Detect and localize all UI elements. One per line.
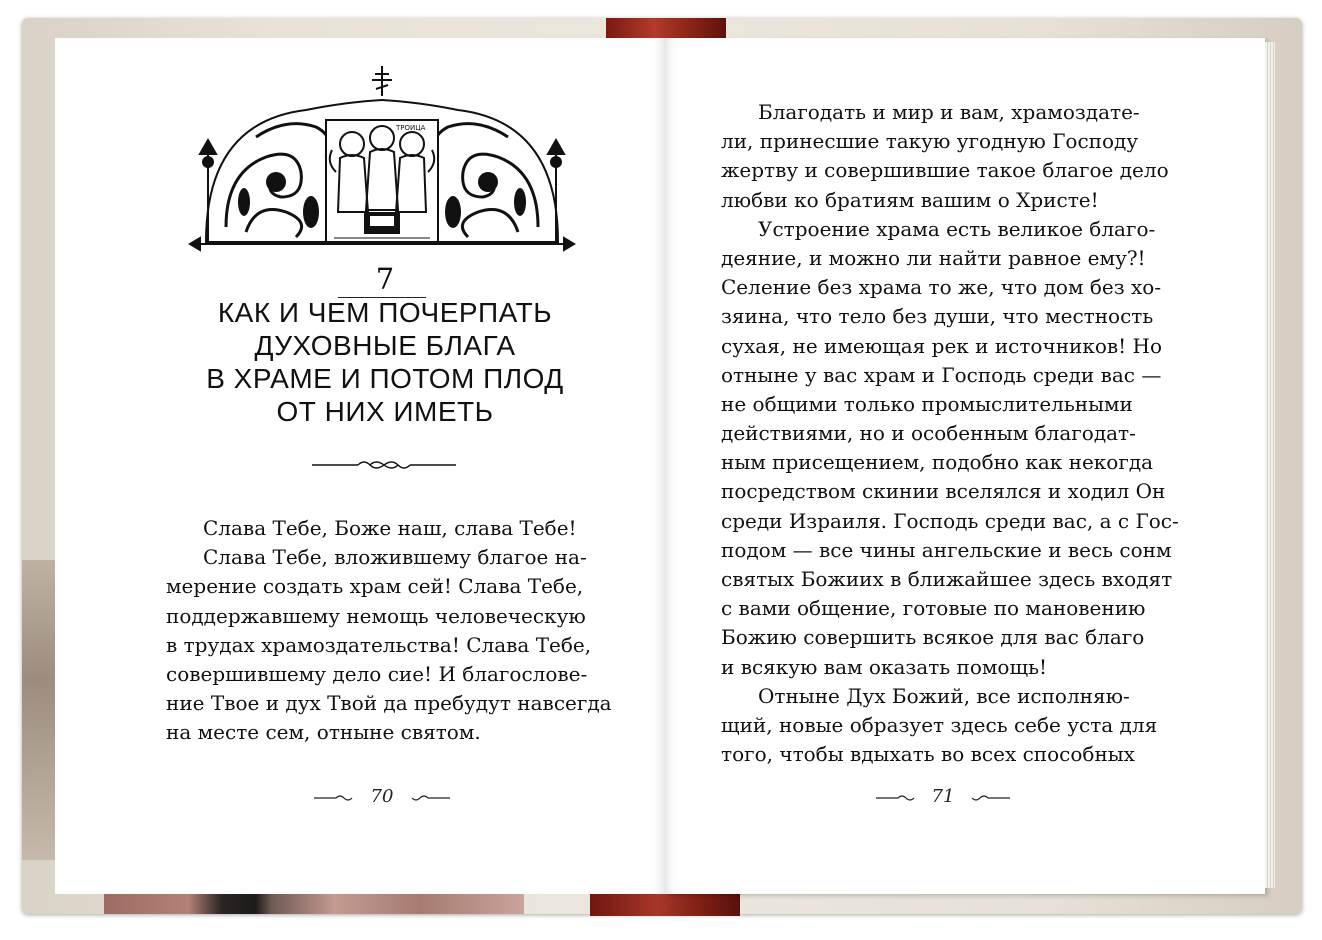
body-line: и всякую вам оказать помощь! bbox=[721, 654, 1047, 679]
chapter-number: 7 bbox=[375, 262, 395, 296]
spine-bottom bbox=[590, 892, 740, 916]
body-line: того, чтобы вдыхать во всех способных bbox=[721, 742, 1135, 767]
body-line: Селение без храма то же, что дом без хо- bbox=[721, 275, 1162, 300]
body-line: среди Израиля. Господь среди вас, а с Гос- bbox=[721, 508, 1179, 533]
body-line: Устроение храма есть великое благо- bbox=[758, 216, 1156, 241]
body-line: деяние, и можно ли найти равное ему?! bbox=[721, 245, 1146, 270]
page-stack bbox=[1265, 42, 1275, 888]
cover-edge-photo bbox=[22, 560, 58, 860]
folio-ornament-left bbox=[876, 794, 916, 802]
page-number: 71 bbox=[931, 786, 955, 807]
body-line: Слава Тебе, Боже наш, слава Тебе! bbox=[203, 516, 577, 540]
body-line: мерение создать храм сей! Слава Тебе, bbox=[166, 574, 584, 599]
body-line: Отныне Дух Божий, все исполняю- bbox=[758, 683, 1130, 708]
body-line: Слава Тебе, вложившему благое на- bbox=[203, 545, 587, 570]
page-number-right bbox=[876, 786, 1010, 807]
body-line: не общими только промыслительными bbox=[721, 391, 1133, 416]
body-line: ние Твое и дух Твой да пребудут навсегда bbox=[166, 691, 612, 716]
body-line: отныне у вас храм и Господь среди вас — bbox=[721, 362, 1162, 387]
folio-ornament-right bbox=[410, 794, 450, 802]
page-number: 70 bbox=[370, 786, 394, 807]
chapter-title-line: В ХРАМЕ И ПОТОМ ПЛОД bbox=[206, 363, 564, 394]
chapter-title-line: КАК И ЧЕМ ПОЧЕРПАТЬ bbox=[217, 297, 553, 328]
body-line: совершившему дело сие! И благослове- bbox=[166, 661, 588, 686]
chapter-title-line: ДУХОВНЫЕ БЛАГА bbox=[254, 330, 516, 361]
body-line: ли, принесшие такую угодную Господу bbox=[721, 129, 1139, 154]
body-line: действиями, но и особенным благодат- bbox=[721, 421, 1136, 446]
chapter-title-line: ОТ НИХ ИМЕТЬ bbox=[276, 396, 494, 427]
left-page-body bbox=[166, 514, 612, 748]
page-number-left bbox=[314, 786, 450, 807]
body-line: щий, новые образует здесь себе уста для bbox=[721, 712, 1158, 737]
body-line: поддержавшему немощь человеческую bbox=[166, 603, 586, 628]
folio-ornament-right bbox=[970, 794, 1010, 802]
body-line: с вами общение, готовые по мановению bbox=[721, 596, 1146, 621]
right-page-body bbox=[721, 98, 1179, 769]
icon-inscription: ТРОИЦА bbox=[396, 124, 426, 132]
body-line: в трудах храмоздательства! Слава Тебе, bbox=[166, 632, 592, 657]
title-divider-ornament bbox=[312, 456, 456, 474]
body-line: подом — все чины ангельские и весь сонм bbox=[721, 537, 1172, 562]
body-line: святых Божиих в ближайшее здесь входят bbox=[721, 567, 1173, 591]
body-line: ным присещением, подобно как некогда bbox=[721, 450, 1154, 475]
body-line: на месте сем, отныне святом. bbox=[166, 720, 481, 745]
body-line: посредством скинии вселялся и ходил Он bbox=[721, 479, 1166, 504]
body-line: любви ко братиям вашим о Христе! bbox=[721, 187, 1099, 212]
folio-ornament-left bbox=[314, 794, 354, 802]
spine-top bbox=[606, 18, 726, 40]
chapter-title bbox=[0, 296, 770, 428]
body-line: Благодать и мир и вам, храмоздате- bbox=[758, 100, 1140, 124]
body-line: зяина, что тело без души, что местность bbox=[721, 304, 1154, 329]
body-line: Божию совершить всякое для вас благо bbox=[721, 625, 1145, 650]
body-line: сухая, не имеющая рек и источников! Но bbox=[721, 333, 1163, 358]
trinity-headpiece-ornament bbox=[186, 62, 578, 252]
body-line: жертву и совершившие такое благое дело bbox=[721, 158, 1169, 183]
